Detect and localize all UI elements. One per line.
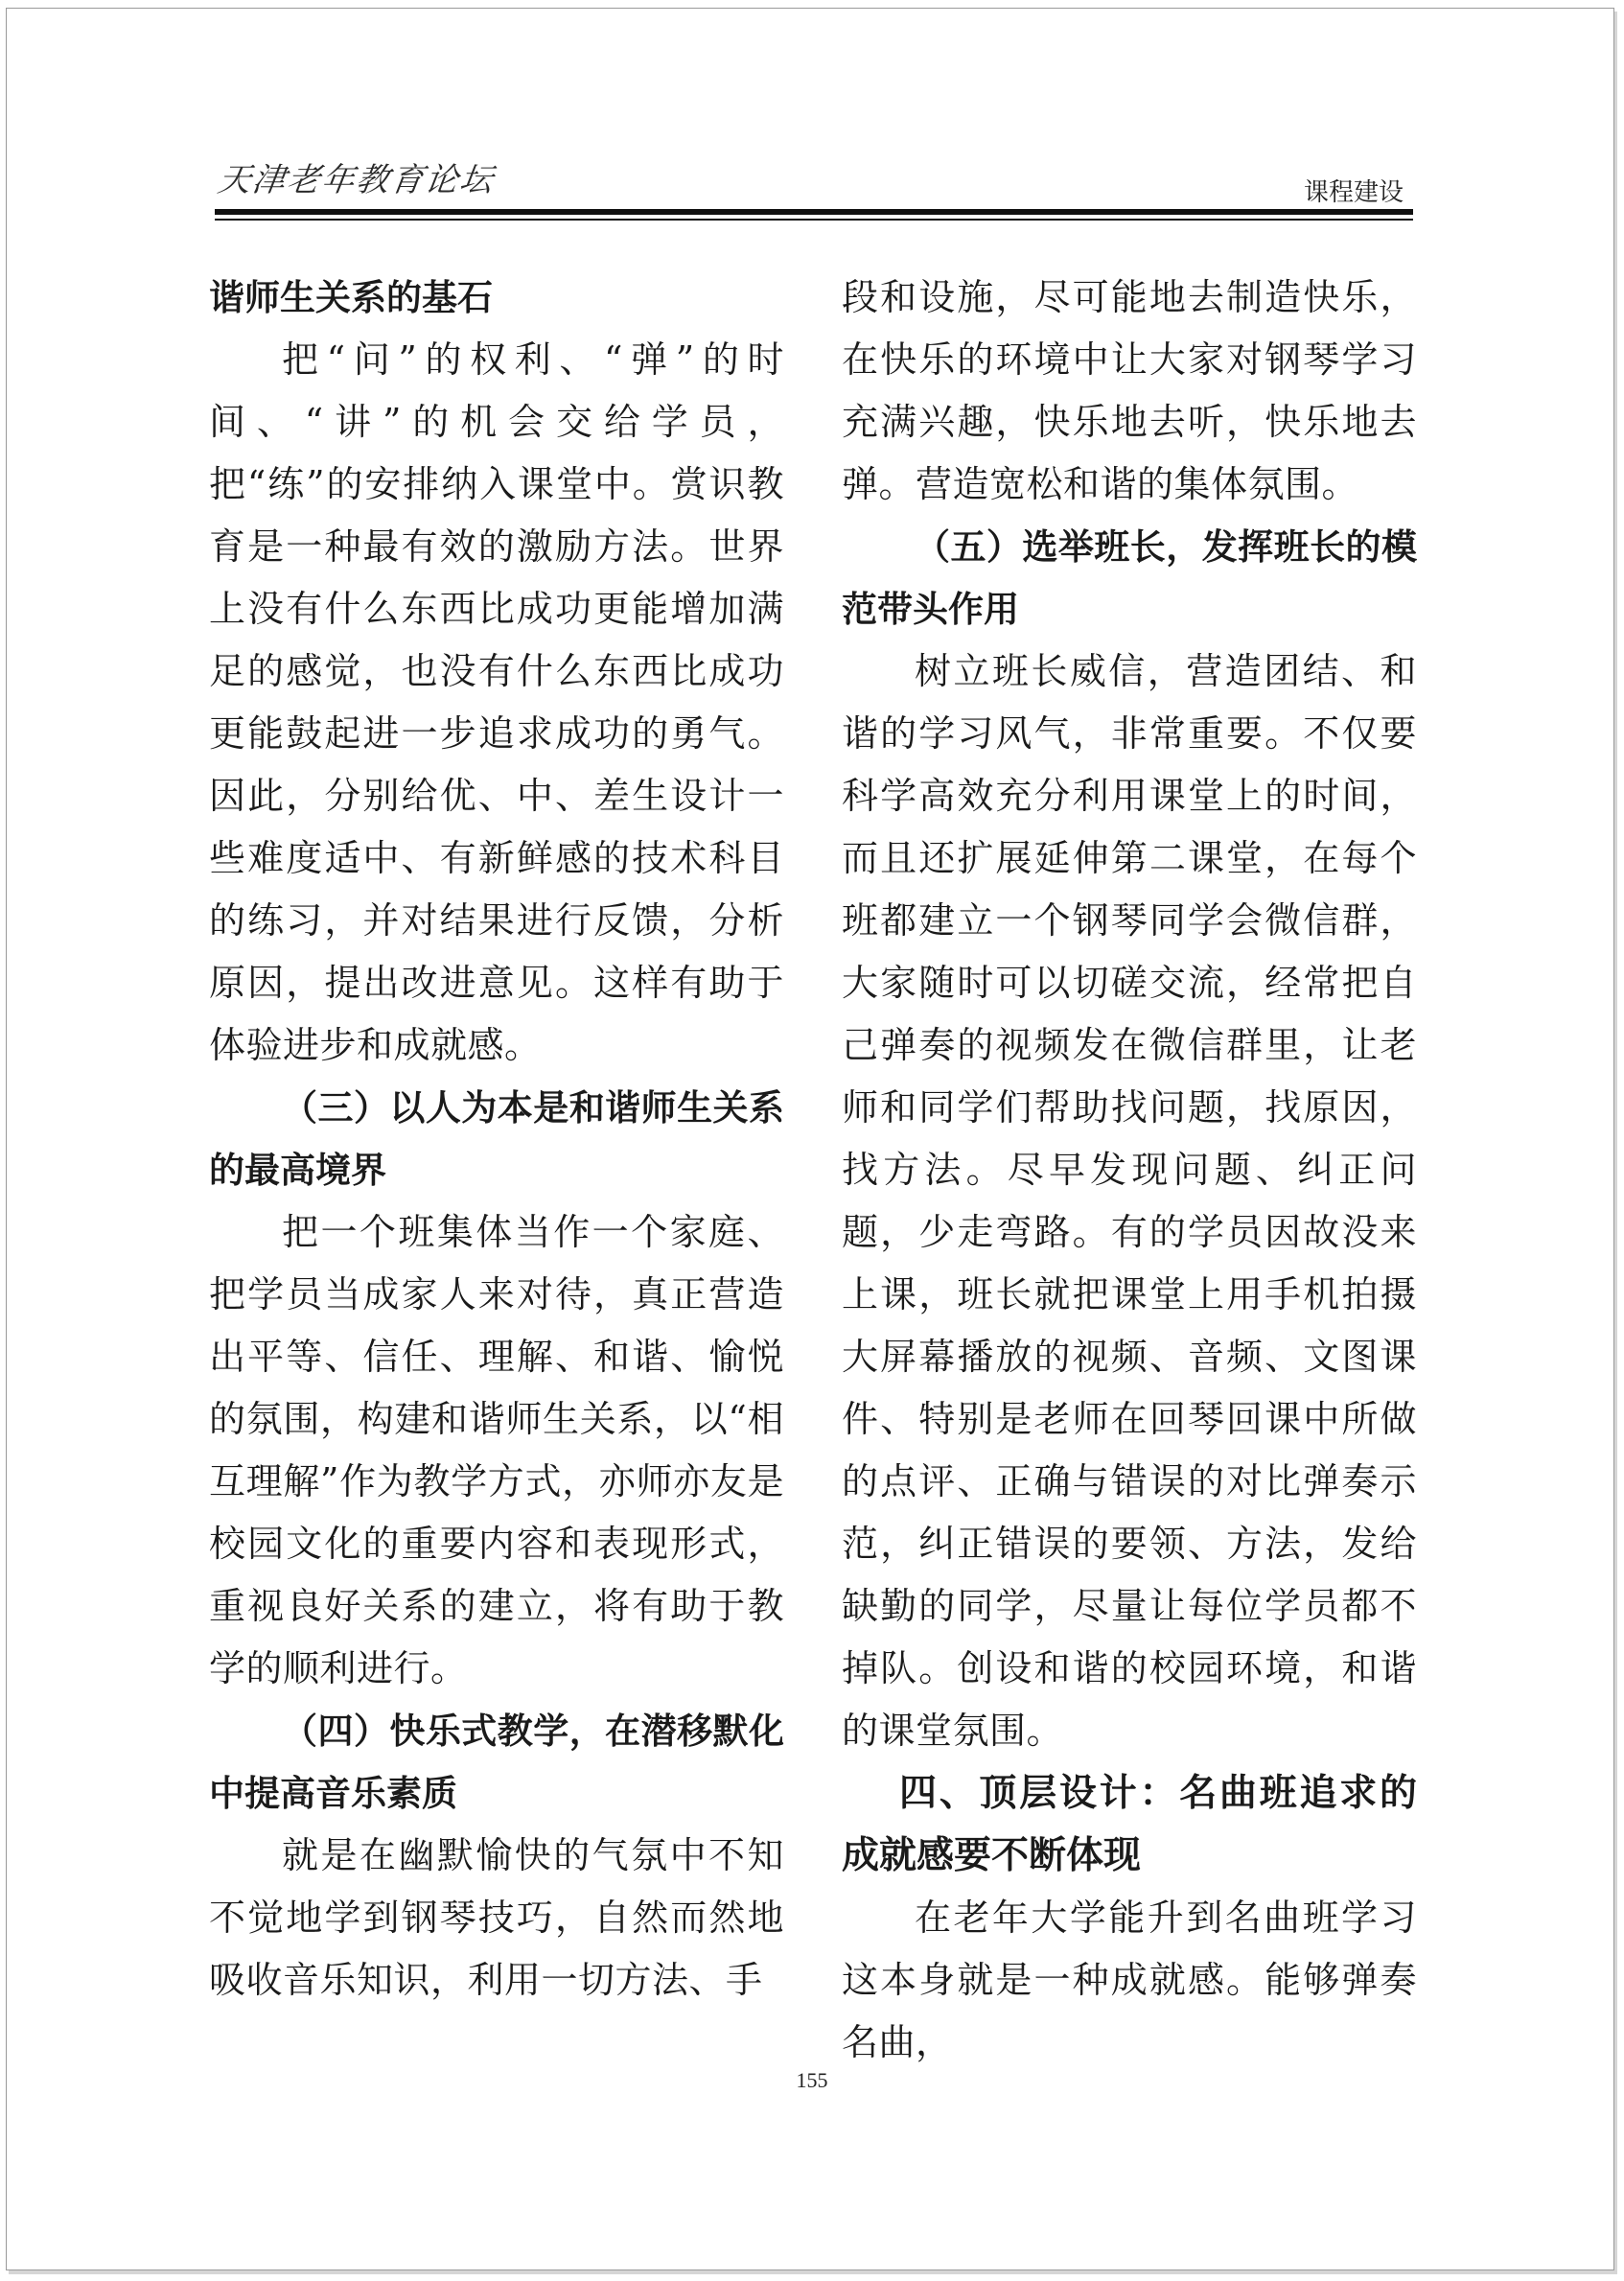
body-paragraph: 把“问”的权利、“弹”的时间、“讲”的机会交给学员，把“练”的安排纳入课堂中。赏识教育是一种最有效的激励方法。世界上没有什么东西比成功更能增加满足的感觉，也没有什么东西比成功更能鼓起进一步追求成功的勇气。因此，分别给优、中、差生设计一些难度适中、有新鲜感的技术科目的练习，并对结果进行反馈，分析原因，提出改进意见。这样有助于体验进步和成就感。 (209, 338, 784, 1066)
header-rule-thin (215, 219, 1413, 221)
running-header (215, 153, 1413, 222)
journal-title-logo: 天津老年教育论坛 (215, 161, 498, 199)
body-paragraph: 就是在幽默愉快的气氛中不知不觉地学到钢琴技巧，自然而然地吸收音乐知识，利用一切方法、手 (209, 1834, 784, 2001)
section-heading: （五）选举班长，发挥班长的模范带头作用 (842, 526, 1417, 630)
major-section-heading: 四、顶层设计：名曲班追求的成就感要不断体现 (842, 1772, 1417, 1877)
body-paragraph: 树立班长威信，营造团结、和谐的学习风气，非常重要。不仅要科学高效充分利用课堂上的时间，而且还扩展延伸第二课堂，在每个班都建立一个钢琴同学会微信群，大家随时可以切磋交流，经常把自己弹奏的视频发在微信群里，让老师和同学们帮助找问题，找原因，找方法。尽早发现问题、纠正问题，少走弯路。有的学员因故没来上课，班长就把课堂上用手机拍摄大屏幕播放的视频、音频、文图课件、特别是老师在回琴回课中所做的点评、正确与错误的对比弹奏示范，纠正错误的要领、方法，发给缺勤的同学，尽量让每位学员都不掉队。创设和谐的校园环境，和谐的课堂氛围。 (842, 650, 1417, 1752)
page-number: 155 (796, 2068, 828, 2092)
body-paragraph: 把一个班集体当作一个家庭、把学员当成家人来对待，真正营造出平等、信任、理解、和谐、愉悦的氛围，构建和谐师生关系，以“相互理解”作为教学方式，亦师亦友是校园文化的重要内容和表现形式，重视良好关系的建立，将有助于教学的顺利进行。 (209, 1211, 784, 1689)
section-heading: （三）以人为本是和谐师生关系的最高境界 (209, 1087, 784, 1191)
header-rule-thick (215, 209, 1413, 215)
body-paragraph-continued: 段和设施，尽可能地去制造快乐，在快乐的环境中让大家对钢琴学习充满兴趣，快乐地去听，快乐地去弹。营造宽松和谐的集体氛围。 (842, 276, 1417, 505)
right-column (842, 267, 1417, 2074)
section-heading: （四）快乐式教学，在潜移默化中提高音乐素质 (209, 1711, 784, 1814)
left-column (209, 267, 784, 2012)
body-paragraph: 在老年大学能升到名曲班学习这本身就是一种成就感。能够弹奏名曲， (842, 1897, 1417, 2063)
section-name: 课程建设 (1303, 178, 1404, 207)
section-heading-continued: 谐师生关系的基石 (209, 277, 493, 318)
